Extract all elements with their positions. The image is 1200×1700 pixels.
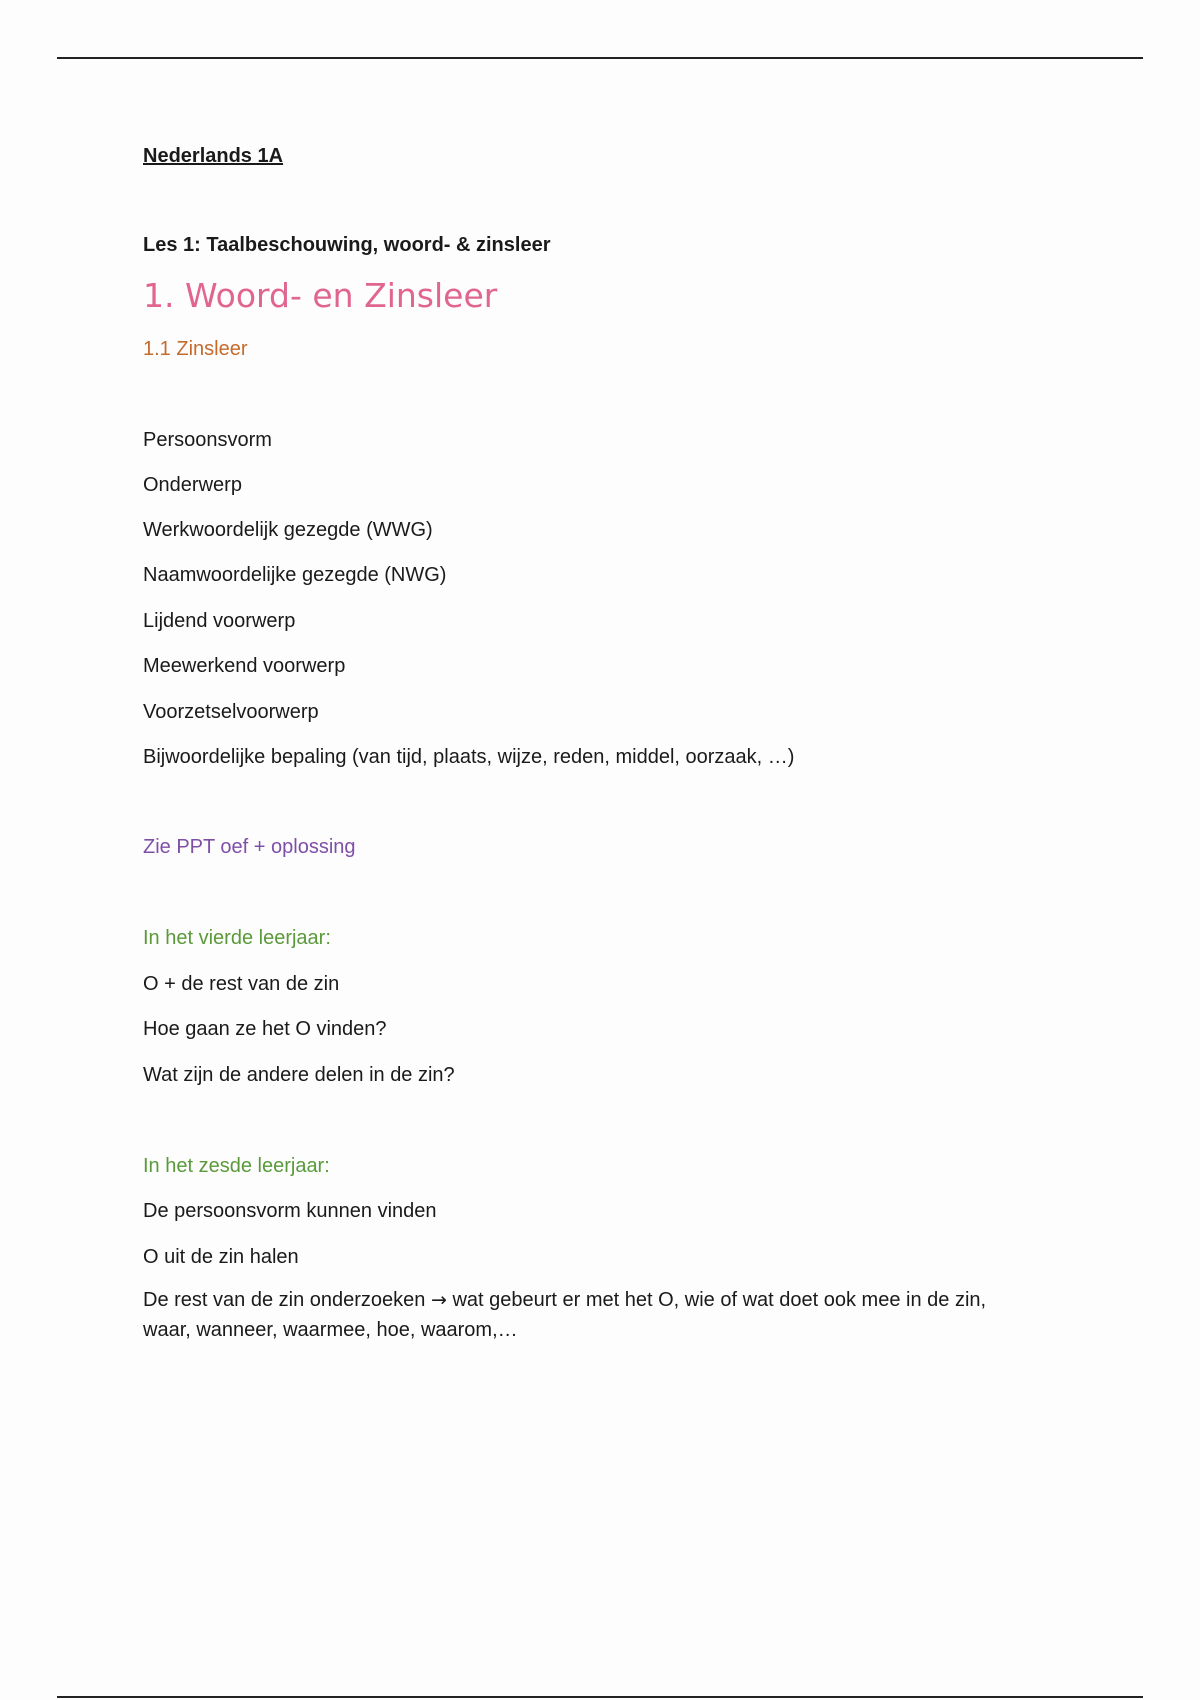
document-title: Nederlands 1A (143, 145, 284, 167)
list-item-wrapped (143, 1285, 1023, 1345)
list-item: Wat zijn de andere delen in de zin? (143, 1064, 455, 1086)
arrow-right-icon: → (430, 1289, 447, 1311)
term-item: Werkwoordelijk gezegde (WWG) (143, 519, 433, 541)
header-rule (57, 57, 1143, 59)
term-item: Bijwoordelijke bepaling (van tijd, plaats, wijze, reden, middel, oorzaak, …) (143, 746, 795, 768)
text-before-arrow: De rest van de zin onderzoeken (143, 1289, 426, 1311)
lesson-title: Les 1: Taalbeschouwing, woord- & zinsleer (143, 234, 551, 256)
list-item: De persoonsvorm kunnen vinden (143, 1200, 437, 1222)
term-item: Lijdend voorwerp (143, 610, 296, 632)
list-item: O + de rest van de zin (143, 973, 340, 995)
section-heading-fourth-grade: In het vierde leerjaar: (143, 927, 331, 949)
footer-rule (57, 1696, 1143, 1698)
list-item: O uit de zin halen (143, 1246, 299, 1268)
text-after-arrow: wat gebeurt er met het O, wie of wat doet ook mee in de zin, waar, wanneer, waarmee, hoe, waarom,… (143, 1289, 987, 1341)
list-item: Hoe gaan ze het O vinden? (143, 1018, 387, 1040)
term-item: Voorzetselvoorwerp (143, 701, 319, 723)
heading-1: 1. Woord- en Zinsleer (143, 276, 498, 315)
heading-2: 1.1 Zinsleer (143, 338, 248, 360)
term-item: Onderwerp (143, 474, 242, 496)
term-item: Naamwoordelijke gezegde (NWG) (143, 564, 447, 586)
term-item: Meewerkend voorwerp (143, 655, 346, 677)
section-heading-sixth-grade: In het zesde leerjaar: (143, 1155, 330, 1177)
term-item: Persoonsvorm (143, 429, 272, 451)
ppt-note: Zie PPT oef + oplossing (143, 836, 356, 858)
